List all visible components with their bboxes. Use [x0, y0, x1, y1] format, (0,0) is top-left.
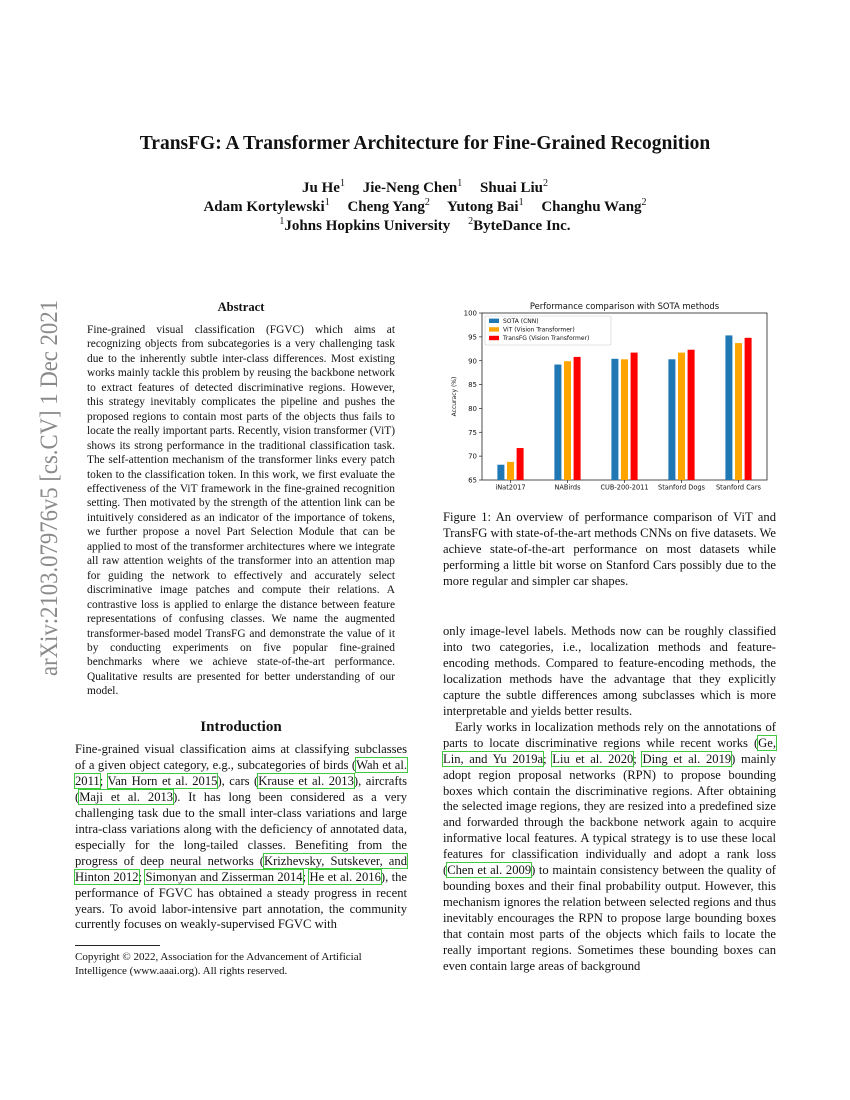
- x-tick-label: Stanford Cars: [715, 483, 762, 492]
- author: Cheng Yang$^2$: [347, 197, 430, 215]
- citation-link[interactable]: Ge, Lin, and Yu 2019a: [443, 735, 776, 766]
- legend-swatch: [489, 336, 499, 340]
- y-axis-label: Accuracy (%): [451, 376, 458, 417]
- paragraph: only image-level labels. Methods now can be roughly classified into two categories, i.e., localization methods and feature-encoding methods. Compared to feature-encoding methods, the localization methods have the advantage that they explicitly capture the subtle differences among subclasses which is more interpretable and yields better results.: [443, 624, 776, 718]
- author: Yutong Bai$^1$: [447, 197, 524, 215]
- bar-0-2: [517, 448, 524, 480]
- bar-3-2: [688, 350, 695, 480]
- paragraph: Early works in localization methods rely on the annotations of parts to locate discriminative regions while recent works (Ge, Lin, and Yu 2019a; Liu et al. 2020; Ding et al. 2019) mainly adopt region proposal networks (RPN) to propose bounding boxes which contain the discriminative regions. After obtaining the selected image regions, they are resized into a predefined size and forwarded through the backbone network again to acquire informative local features. A typical strategy is to use these local features for classification individually and adopt a rank loss (Chen et al. 2009) to maintain consistency between the quality of bounding boxes and their final probability output. However, this mechanism ignores the relation between selected regions and thus inevitably encourages the RPN to propose large bounding boxes that contain most parts of the objects which fails to locate the really important regions. Sometimes these bounding boxes can even contain large areas of background: [443, 719, 777, 974]
- copyright-footnote: Copyright © 2022, Association for the Advancement of Artificial Intelligence (www.aaai.org). All rights reserved.: [75, 951, 362, 977]
- citation-link[interactable]: Van Horn et al. 2015: [107, 773, 218, 788]
- author: Jie-Neng Chen$^1$: [362, 178, 463, 196]
- bar-0-1: [507, 462, 514, 480]
- paper-title: TransFG: A Transformer Architecture for Fine-Grained Recognition: [139, 133, 711, 154]
- authors-line-1: [0, 178, 850, 197]
- chart-title: Performance comparison with SOTA methods: [529, 301, 720, 311]
- author: Shuai Liu$^2$: [480, 178, 548, 196]
- legend-label: ViT (Vision Transformer): [503, 326, 575, 334]
- legend-label: TransFG (Vision Transformer): [503, 335, 590, 342]
- citation-link[interactable]: Wah et al. 2011: [75, 757, 407, 788]
- y-tick-label: 65: [468, 476, 477, 485]
- author: Adam Kortylewski$^1$: [203, 197, 330, 215]
- y-tick-label: 85: [468, 381, 477, 390]
- x-tick-label: NABirds: [554, 483, 581, 492]
- y-tick-label: 95: [468, 333, 477, 342]
- y-tick-label: 70: [468, 452, 477, 461]
- citation-link[interactable]: Simonyan and Zisserman 2014: [145, 869, 303, 884]
- affiliations: [0, 216, 850, 235]
- citation-link[interactable]: Liu et al. 2020: [552, 751, 634, 766]
- bar-2-1: [621, 359, 628, 480]
- bar-4-0: [725, 335, 732, 480]
- abstract-heading: Abstract: [217, 300, 265, 314]
- affiliation: $^1$Johns Hopkins University: [279, 216, 451, 234]
- authors-line-2: [0, 197, 850, 216]
- x-tick-label: Stanford Dogs: [658, 483, 705, 492]
- figure-1-chart: [437, 296, 777, 496]
- bar-0-0: [497, 465, 504, 480]
- legend-swatch: [489, 319, 499, 323]
- bar-4-2: [745, 338, 752, 480]
- citation-link[interactable]: Maji et al. 2013: [79, 789, 174, 804]
- author: Ju He$^1$: [302, 178, 345, 196]
- y-tick-label: 80: [468, 405, 477, 414]
- bar-2-2: [631, 353, 638, 480]
- x-tick-label: iNat2017: [495, 483, 526, 492]
- footnote-rule: [75, 945, 160, 946]
- introduction-body: Fine-grained visual classification aims at classifying subclasses of a given object category, e.g., subcategories of birds (Wah et al. 2011; Van Horn et al. 2015), cars (Krause et al. 2013), aircrafts (Maji et al. 2013). It has long been considered as a very challenging task due to the small inter-class variations and large intra-class variations along with the deficiency of annotated data, especially for the long-tailed classes. Benefiting from the progress of deep neural networks (Krizhevsky, Sutskever, and Hinton 2012; Simonyan and Zisserman 2014; He et al. 2016), the performance of FGVC has obtained a steady progress in recent years. To avoid labor-intensive part annotation, the community currently focuses on weakly-supervised FGVC with: [75, 742, 407, 932]
- author: Changhu Wang$^2$: [541, 197, 647, 215]
- bar-3-0: [668, 359, 675, 480]
- x-tick-label: CUB-200-2011: [600, 483, 649, 492]
- citation-link[interactable]: Krause et al. 2013: [258, 773, 354, 788]
- arxiv-stamp: [10, 262, 63, 680]
- bar-1-0: [554, 365, 561, 480]
- bar-1-2: [574, 357, 581, 480]
- arxiv-stamp-text: arXiv:2103.07976v5 [cs.CV] 1 Dec 2021: [36, 262, 63, 676]
- bar-1-1: [564, 361, 571, 480]
- citation-link[interactable]: Chen et al. 2009: [447, 863, 532, 878]
- y-tick-label: 75: [468, 428, 477, 437]
- bar-4-1: [735, 343, 742, 480]
- citation-link[interactable]: Ding et al. 2019: [642, 751, 732, 766]
- citation-link[interactable]: Krizhevsky, Sutskever, and Hinton 2012: [75, 853, 407, 884]
- abstract-body: Fine-grained visual classification (FGVC) which aims at recognizing objects from subcategories is a very challenging task due to the inherently subtle inter-class differences. Most existing works mainly tackle this problem by reusing the backbone network to extract features of detected discriminative regions. However, this strategy inevitably complicates the pipeline and pushes the proposed regions to contain most parts of the objects thus fails to locate the really important parts. Recently, vision transformer (ViT) shows its strong performance in the traditional classification task. The self-attention mechanism of the transformer links every patch token to the classification token. In this work, we first evaluate the effectiveness of the ViT framework in the fine-grained recognition setting. Then motivated by the strength of the attention link can be intuitively considered as an indicator of the importance of tokens, we further propose a novel Part Selection Module that can be applied to most of the transformer architectures where we integrate all raw attention weights of the transformer into an attention map for guiding the network to effectively and accurately select discriminative image patches and compute their relations. A contrastive loss is applied to enlarge the distance between feature representations of confusing classes. We name the augmented transformer-based model TransFG and demonstrate the value of it by conducting experiments on five popular fine-grained benchmarks where we achieve state-of-the-art performance. Qualitative results are presented for better understanding of our model.: [87, 324, 395, 698]
- citation-link[interactable]: He et al. 2016: [309, 869, 381, 884]
- introduction-heading: Introduction: [200, 719, 282, 735]
- bar-2-0: [611, 359, 618, 480]
- legend-swatch: [489, 327, 499, 331]
- right-column-body: [443, 624, 776, 975]
- y-tick-label: 100: [463, 309, 477, 318]
- bar-3-1: [678, 353, 685, 480]
- affiliation: $^2$ByteDance Inc.: [468, 216, 571, 234]
- figure-1-caption: Figure 1: An overview of performance comparison of ViT and TransFG with state-of-the-art methods CNNs on five datasets. We achieve state-of-the-art performance on most datasets while performing a little bit worse on Stanford Cars possibly due to the more regular and simpler car shapes.: [443, 510, 776, 588]
- legend-label: SOTA (CNN): [503, 317, 539, 325]
- y-tick-label: 90: [468, 357, 477, 366]
